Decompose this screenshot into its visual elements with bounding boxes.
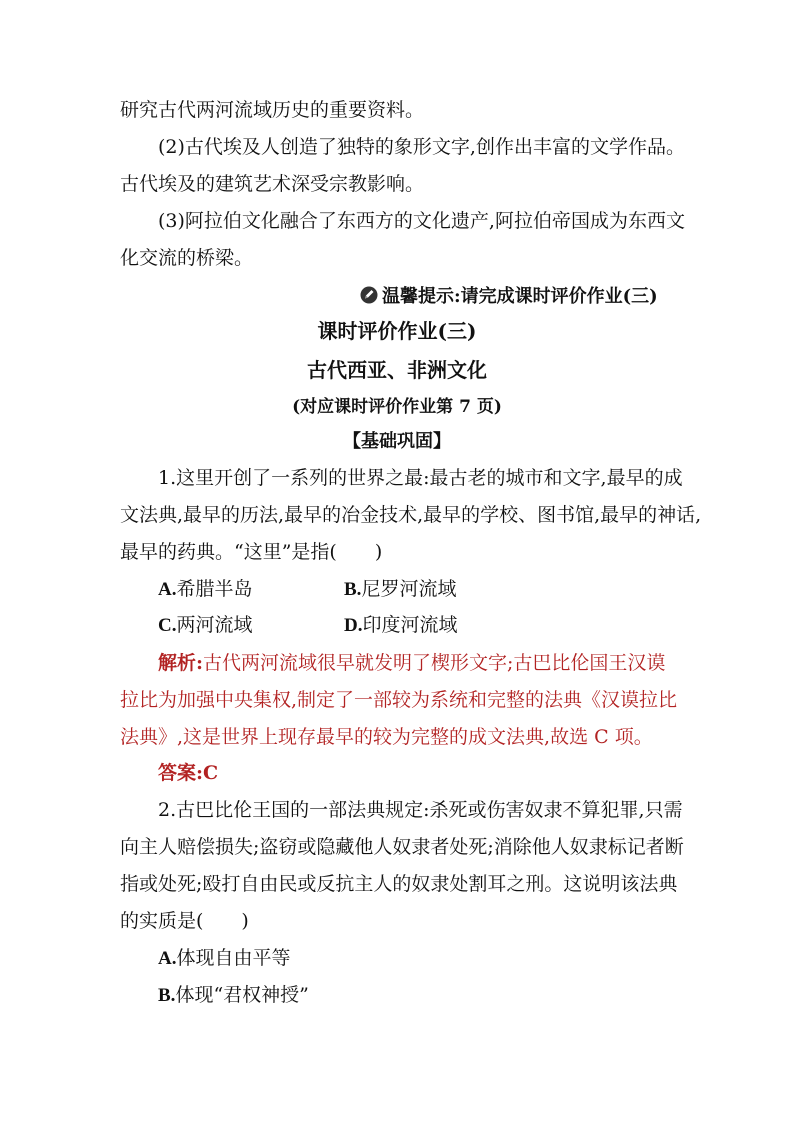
page-reference: (对应课时评价作业第 7 页): [292, 397, 502, 417]
q1-option-c: [158, 612, 253, 639]
q1-option-a: [158, 576, 253, 603]
q1-option-a-text: 希腊半岛: [176, 578, 253, 600]
prev-paragraph-2-line-2: 古代埃及的建筑艺术深受宗教影响。: [120, 173, 425, 195]
q2-line-4: 的实质是( ): [120, 910, 249, 932]
q1-analysis-label: 解析:: [158, 652, 204, 674]
q2-line-1: 2.古巴比伦王国的一部法典规定:杀死或伤害奴隶不算犯罪,只需: [158, 799, 683, 821]
assignment-title: 课时评价作业(三): [317, 319, 477, 343]
q2-option-a-letter: A.: [158, 948, 177, 969]
q1-analysis-text-1: 古代两河流域很早就发明了楔形文字;古巴比伦国王汉谟: [203, 652, 666, 674]
q1-option-b: [344, 576, 456, 603]
q1-option-d-letter: D.: [344, 615, 363, 636]
q1-option-b-letter: B.: [344, 579, 362, 600]
q2-option-a-text: 体现自由平等: [176, 947, 291, 969]
q2-line-3: 指或处死;殴打自由民或反抗主人的奴隶处割耳之刑。这说明该法典: [120, 873, 678, 895]
q1-option-a-letter: A.: [158, 579, 177, 600]
q1-option-d: [344, 612, 458, 639]
section-heading: 【基础巩固】: [343, 431, 451, 452]
hint-note: [360, 282, 658, 308]
q1-option-b-text: 尼罗河流域: [361, 578, 457, 600]
q1-option-c-text: 两河流域: [176, 614, 253, 636]
pencil-circle-icon: [360, 286, 378, 304]
q1-line-2: 文法典,最早的历法,最早的冶金技术,最早的学校、图书馆,最早的神话,: [120, 504, 702, 526]
q1-analysis-line-1: [158, 650, 665, 676]
q1-answer: 答案:C: [158, 762, 219, 784]
q1-analysis-line-2: 拉比为加强中央集权,制定了一部较为系统和完整的法典《汉谟拉比: [120, 689, 678, 711]
q2-option-b: [158, 982, 309, 1009]
assignment-subtitle: 古代西亚、非洲文化: [307, 358, 487, 382]
prev-paragraph-3-line-2: 化交流的桥梁。: [120, 247, 254, 269]
q1-analysis-line-3: 法典》,这是世界上现存最早的较为完整的成文法典,故选 C 项。: [120, 726, 653, 748]
q1-option-d-text: 印度河流域: [362, 614, 458, 636]
q1-line-1: 1.这里开创了一系列的世界之最:最古老的城市和文字,最早的成: [158, 467, 683, 489]
q2-option-b-letter: B.: [158, 985, 176, 1006]
hint-text: 温馨提示:请完成课时评价作业(三): [382, 286, 658, 307]
q2-line-2: 向主人赔偿损失;盗窃或隐藏他人奴隶者处死;消除他人奴隶标记者断: [120, 836, 684, 858]
q1-line-3: 最早的药典。“这里”是指( ): [120, 541, 383, 563]
q2-option-b-text: 体现“君权神授”: [175, 984, 309, 1006]
q2-option-a: [158, 945, 291, 972]
prev-paragraph-2-line-1: (2)古代埃及人创造了独特的象形文字,创作出丰富的文学作品。: [158, 136, 685, 158]
prev-paragraph-3-line-1: (3)阿拉伯文化融合了东西方的文化遗产,阿拉伯帝国成为东西文: [158, 210, 685, 232]
q1-option-c-letter: C.: [158, 615, 177, 636]
prev-line-1: 研究古代两河流域历史的重要资料。: [120, 99, 425, 121]
